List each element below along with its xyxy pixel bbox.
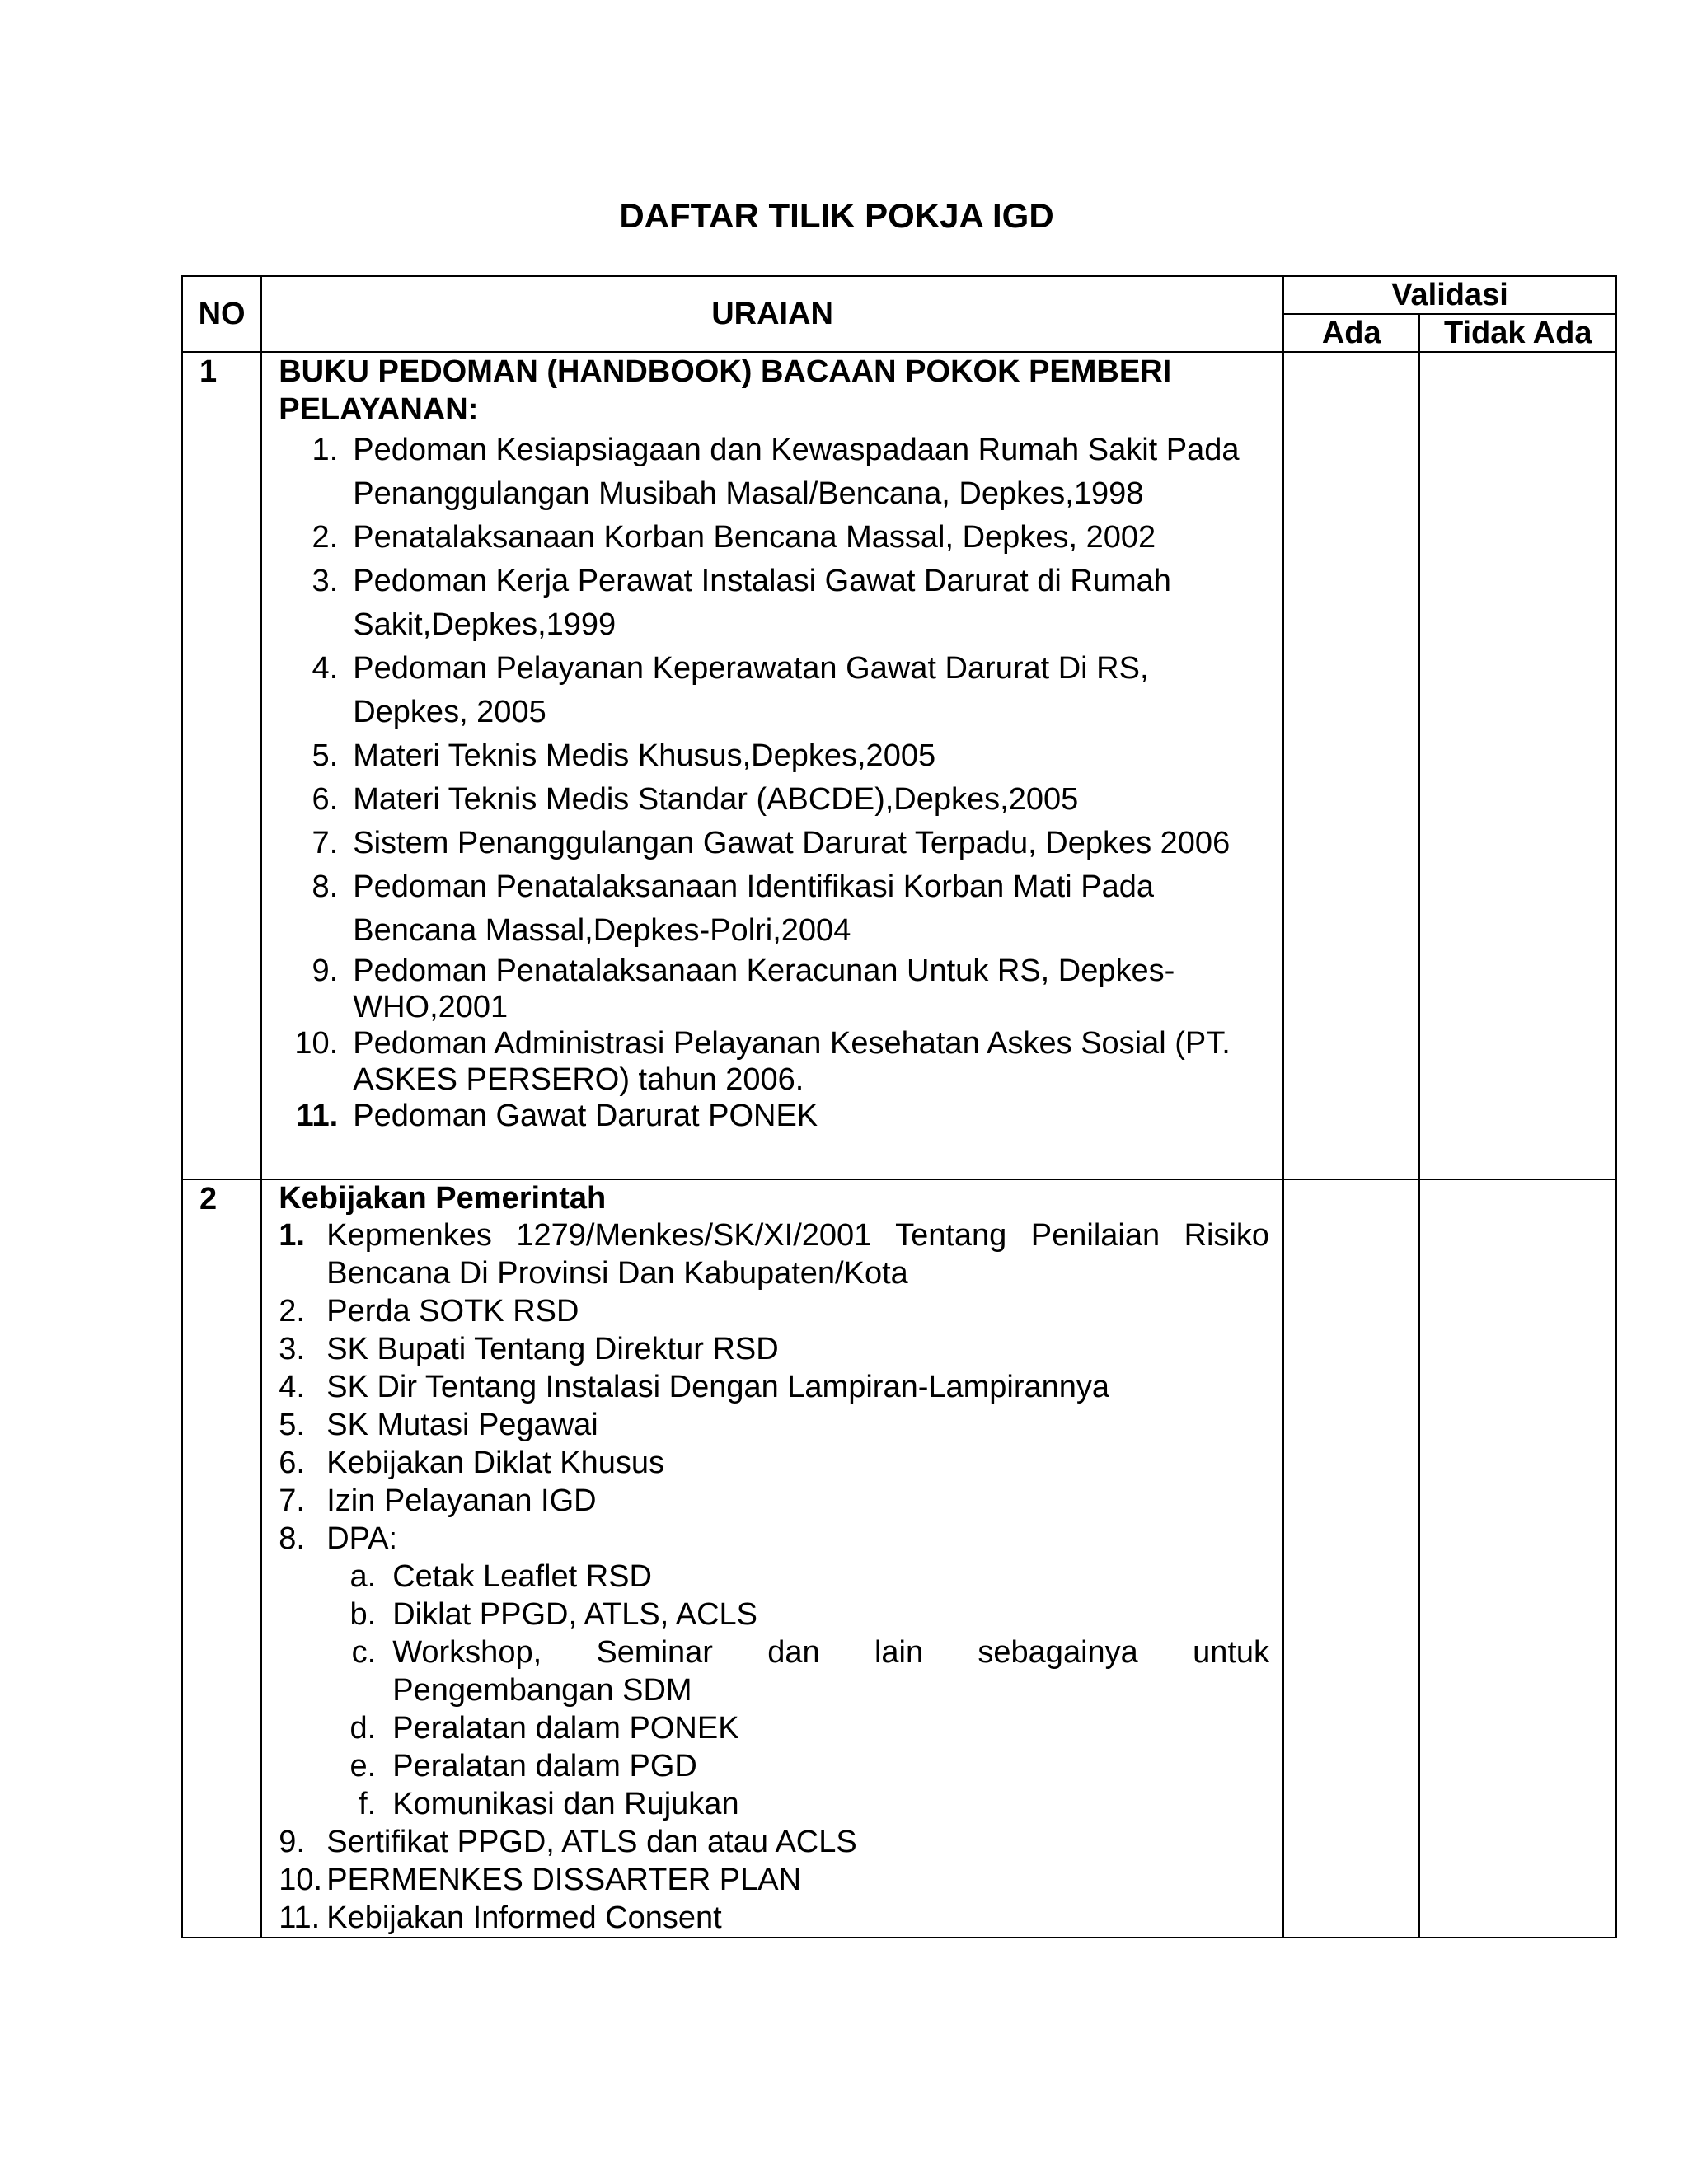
list-item: 1. Kepmenkes 1279/Menkes/SK/XI/2001 Tentang Penilaian Risiko Bencana Di Provinsi Dan Kabupaten/Kota [279, 1218, 1270, 1291]
list-item: 7. Izin Pelayanan IGD [279, 1483, 597, 1518]
list-item: a. Cetak Leaflet RSD [349, 1559, 652, 1594]
policy-list [279, 1216, 1269, 1558]
list-item: 6. Kebijakan Diklat Khusus [279, 1446, 664, 1480]
tidak-ada-cell [1419, 1179, 1616, 1938]
section-title: Kebijakan Pemerintah [279, 1181, 607, 1216]
list-item: 9. Pedoman Penatalaksanaan Keracunan Untuk RS, Depkes-WHO,2001 [312, 954, 1175, 1024]
section-title: BUKU PEDOMAN (HANDBOOK) BACAAN POKOK PEMBERI PELAYANAN: [279, 354, 1172, 427]
list-item: 10. Pedoman Administrasi Pelayanan Kesehatan Askes Sosial (PT. ASKES PERSERO) tahun 2006. [294, 1026, 1231, 1097]
table-row [182, 1179, 1616, 1938]
header-tidak-ada: Tidak Ada [1419, 314, 1616, 352]
list-item: 2. Penatalaksanaan Korban Bencana Massal, Depkes, 2002 [312, 520, 1156, 555]
handbook-list [279, 429, 1269, 1134]
checklist-table [181, 275, 1617, 1938]
list-item: 5. Materi Teknis Medis Khusus,Depkes,2005 [312, 738, 936, 773]
row-description [261, 352, 1283, 1179]
row-number: 2 [182, 1179, 261, 1938]
tidak-ada-cell [1419, 352, 1616, 1179]
table-row [182, 352, 1616, 1179]
list-item: f. Komunikasi dan Rujukan [359, 1787, 739, 1821]
list-item: 11. Kebijakan Informed Consent [279, 1900, 722, 1935]
list-item: 8. DPA: [279, 1521, 398, 1556]
dpa-sublist [279, 1558, 1269, 1823]
list-item: 6. Materi Teknis Medis Standar (ABCDE),Depkes,2005 [312, 782, 1079, 817]
list-item: 2. Perda SOTK RSD [279, 1294, 579, 1329]
list-item: 7. Sistem Penanggulangan Gawat Darurat Terpadu, Depkes 2006 [312, 826, 1231, 860]
list-item: 4. SK Dir Tentang Instalasi Dengan Lampiran-Lampirannya [279, 1370, 1110, 1404]
list-item: 4. Pedoman Pelayanan Keperawatan Gawat Darurat Di RS, Depkes, 2005 [312, 651, 1149, 729]
list-item: e. Peralatan dalam PGD [349, 1749, 697, 1783]
list-item: 3. SK Bupati Tentang Direktur RSD [279, 1332, 779, 1366]
row-number: 1 [182, 352, 261, 1179]
header-uraian: URAIAN [261, 276, 1283, 352]
page-title: DAFTAR TILIK POKJA IGD [619, 196, 1054, 235]
list-item: 5. SK Mutasi Pegawai [279, 1408, 598, 1442]
list-item: 9. Sertifikat PPGD, ATLS dan atau ACLS [279, 1825, 857, 1859]
header-validasi: Validasi [1283, 276, 1616, 314]
row-description [261, 1179, 1283, 1938]
ada-cell [1283, 1179, 1419, 1938]
policy-list-continued [279, 1823, 1269, 1937]
header-no: NO [182, 276, 261, 352]
list-item: 10. PERMENKES DISSARTER PLAN [279, 1863, 802, 1897]
list-item: c. Workshop, Seminar dan lain sebagainya untuk Pengembangan SDM [351, 1635, 1270, 1708]
list-item: 1. Pedoman Kesiapsiagaan dan Kewaspadaan Rumah Sakit Pada Penanggulangan Musibah Masal/Bencana, Depkes,1998 [312, 433, 1240, 511]
list-item: 8. Pedoman Penatalaksanaan Identifikasi Korban Mati Pada Bencana Massal,Depkes-Polri,2004 [312, 869, 1154, 948]
ada-cell [1283, 352, 1419, 1179]
header-ada: Ada [1283, 314, 1419, 352]
list-item: d. Peralatan dalam PONEK [349, 1711, 739, 1746]
list-item: 3. Pedoman Kerja Perawat Instalasi Gawat Darurat di Rumah Sakit,Depkes,1999 [312, 564, 1171, 642]
list-item: b. Diklat PPGD, ATLS, ACLS [349, 1597, 758, 1632]
list-item: 11. Pedoman Gawat Darurat PONEK [296, 1099, 818, 1133]
table-header-row [182, 276, 1616, 314]
